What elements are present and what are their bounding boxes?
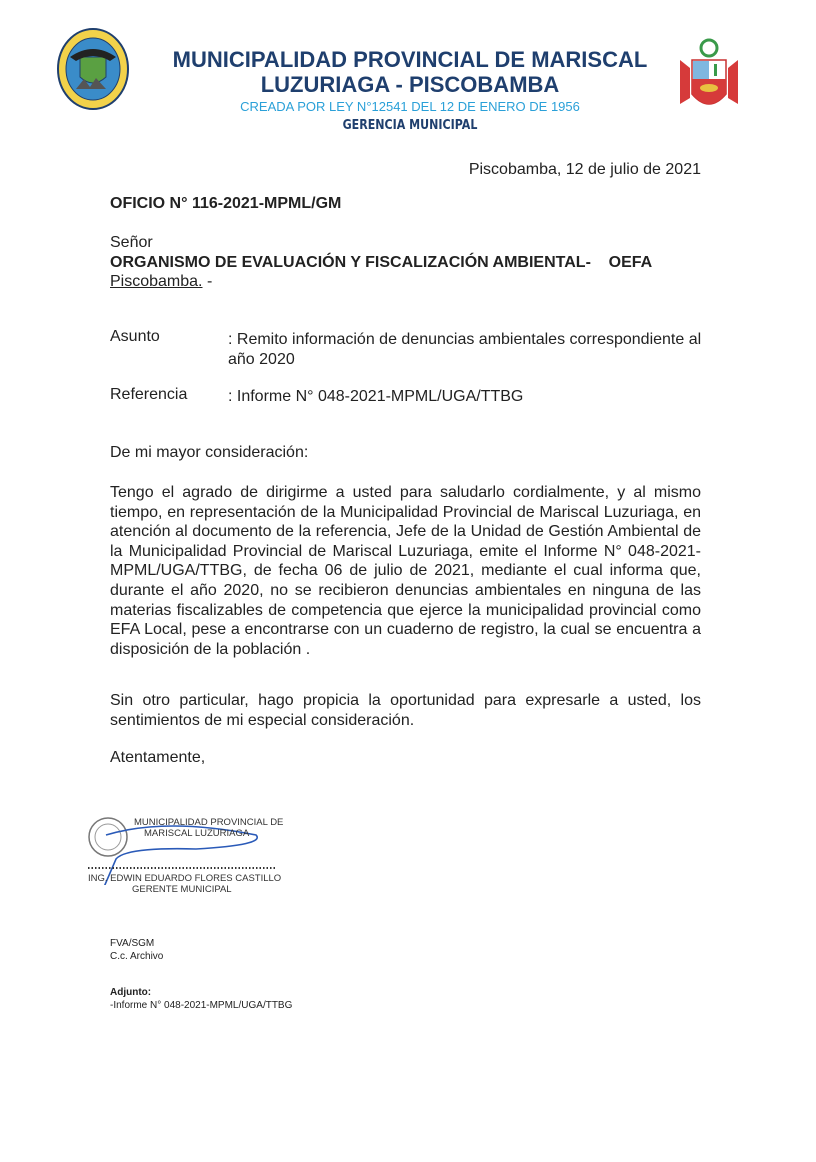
- attachment-item: -Informe N° 048-2021-MPML/UGA/TTBG: [110, 1000, 293, 1011]
- stamp-line1: MUNICIPALIDAD PROVINCIAL DE: [134, 817, 284, 828]
- institution-title-line2: LUZURIAGA - PISCOBAMBA: [260, 72, 560, 97]
- signature-block: [86, 815, 286, 895]
- signer-role: GERENTE MUNICIPAL: [132, 884, 232, 895]
- reference-label: Referencia: [110, 386, 188, 403]
- subject-label: Asunto: [110, 328, 160, 345]
- municipal-seal-logo: [56, 27, 130, 111]
- signer-name: ING. EDWIN EDUARDO FLORES CASTILLO: [88, 873, 282, 884]
- attachment-label: Adjunto:: [110, 987, 152, 998]
- recipient-location: Piscobamba.: [110, 273, 203, 290]
- recipient-suffix: -: [202, 273, 213, 290]
- reference-value: : Informe N° 048-2021-MPML/UGA/TTBG: [228, 388, 524, 405]
- closing-paragraph: Sin otro particular, hago propicia la oportunidad para expresarle a usted, los sentimientos de mi especial consideración.: [110, 692, 701, 729]
- oficio-number: OFICIO N° 116-2021-MPML/GM: [110, 195, 342, 212]
- signoff: Atentamente,: [110, 749, 206, 766]
- cc-archive: C.c. Archivo: [110, 951, 164, 962]
- stamp-line2: MARISCAL LUZURIAGA: [144, 828, 250, 839]
- place-date: Piscobamba, 12 de julio de 2021: [468, 161, 701, 178]
- greeting: De mi mayor consideración:: [110, 444, 309, 461]
- creation-law-text: CREADA POR LEY N°12541 DEL 12 DE ENERO DE 1956: [240, 99, 580, 114]
- peru-coat-of-arms-icon: [676, 38, 742, 118]
- recipient-location-line: [110, 272, 212, 292]
- initials: FVA/SGM: [110, 938, 155, 949]
- department-name: GERENCIA MUNICIPAL: [342, 118, 478, 133]
- subject-value: : Remito información de denuncias ambientales correspondiente al año 2020: [228, 331, 702, 368]
- institution-title-line1: MUNICIPALIDAD PROVINCIAL DE MARISCAL: [172, 47, 648, 72]
- salutation-title: Señor: [110, 234, 153, 251]
- body-paragraph: Tengo el agrado de dirigirme a usted para saludarlo cordialmente, y al mismo tiempo, en representación de la Municipalidad Provincial de Mariscal Luzuriaga, en atención al documento de la referencia, Jefe de la Unidad de Gestión Ambiental de la Municipalidad Provincial de Mariscal Luzuriaga, emite el Informe N° 048-2021-MPML/UGA/TTBG, de fecha 06 de julio de 2021, mediante el cual informa que, durante el año 2020, no se recibieron denuncias ambientales en ninguna de las materias fiscalizables de competencia que ejerce la municipalidad provincial como EFA Local, pese a encontrarse con un cuaderno de registro, la cual se encuentra a disposición de la población .: [110, 484, 701, 658]
- recipient-name: ORGANISMO DE EVALUACIÓN Y FISCALIZACIÓN AMBIENTAL- OEFA: [110, 254, 653, 271]
